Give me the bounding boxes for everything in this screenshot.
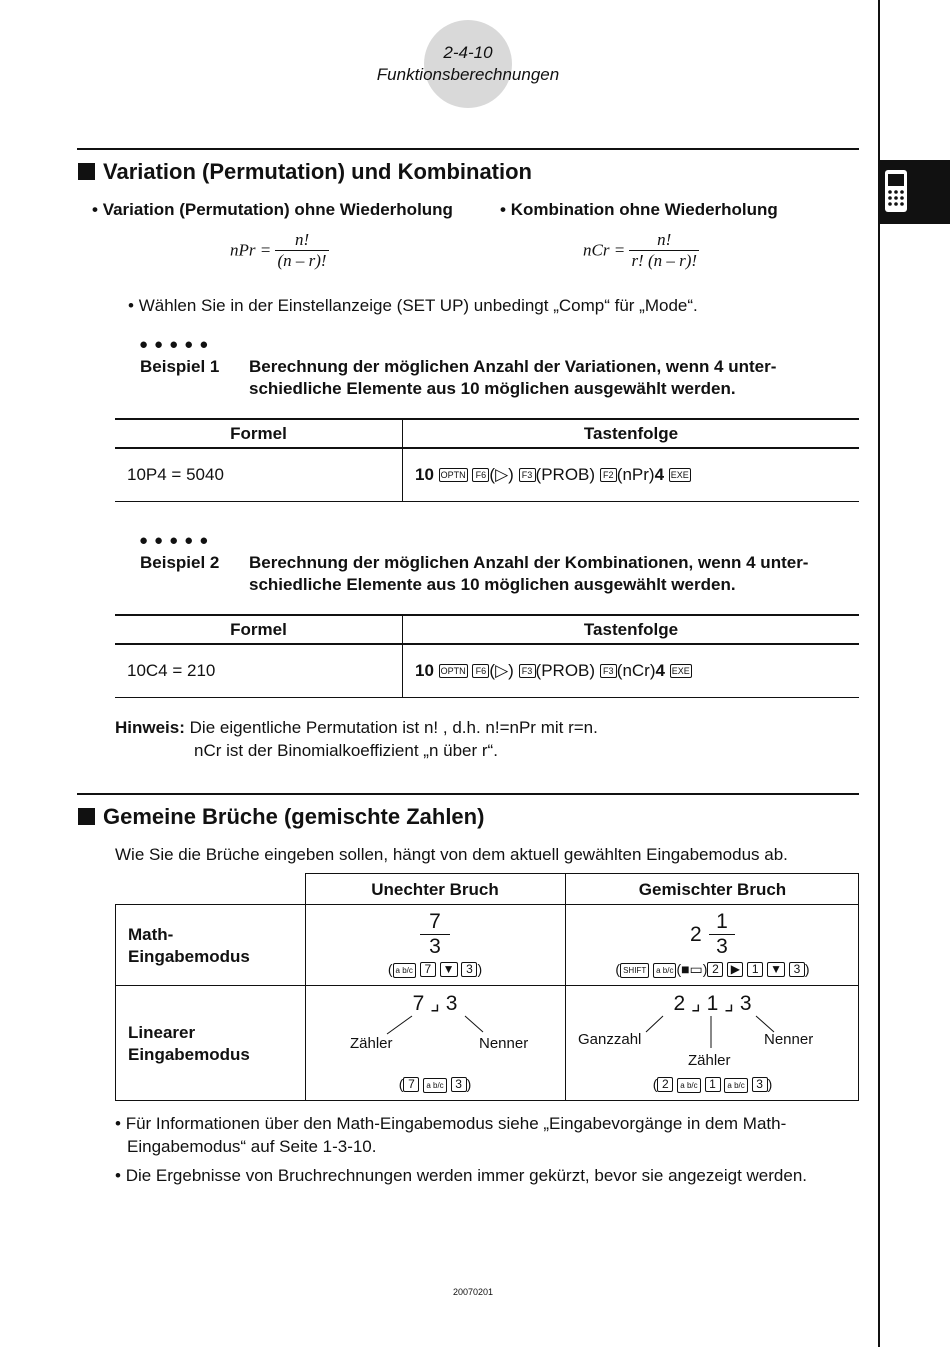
header-circle xyxy=(424,20,512,108)
section1-title-row xyxy=(78,159,532,185)
col-formula: Formel xyxy=(115,419,403,448)
section2-intro: Wie Sie die Brüche eingeben sollen, hängt von dem aktuell gewählten Eingabemodus ab. xyxy=(115,845,788,864)
example-dots-icon: ●●●●● xyxy=(139,532,215,549)
example1-line2: schiedliche Elemente aus 10 möglichen ausgewählt werden. xyxy=(249,379,736,398)
digit-key: 7 xyxy=(403,1077,419,1092)
keys-r1c2 xyxy=(566,961,859,978)
improper-fraction xyxy=(420,910,450,959)
label-zaehler: Zähler xyxy=(350,1035,393,1052)
hint-label: Hinweis: xyxy=(115,718,185,737)
digit-key: 2 xyxy=(707,962,723,977)
section1-rule xyxy=(77,148,859,150)
paren-close: ) xyxy=(767,1076,773,1092)
down-key: ▼ xyxy=(440,962,458,977)
key-digit: 4 xyxy=(655,660,665,680)
page-number: 2-4-10 xyxy=(443,43,493,62)
paren-open: ( xyxy=(615,961,621,977)
right-heading-row xyxy=(500,200,778,220)
fraction-key: a b/c xyxy=(423,1078,446,1093)
label-nenner: Nenner xyxy=(764,1031,814,1048)
digit-key: 3 xyxy=(752,1077,768,1092)
label-nenner: Nenner xyxy=(479,1035,529,1052)
square-bullet-icon xyxy=(78,808,95,825)
paren-close: ) xyxy=(477,961,483,977)
left-heading: Variation (Permutation) ohne Wiederholung xyxy=(102,200,453,219)
footer-code: 20070201 xyxy=(452,1287,494,1297)
bullet-icon: • xyxy=(128,296,134,315)
col-keys: Tastenfolge xyxy=(583,619,679,639)
npr-label: (nPr) xyxy=(616,464,655,484)
mixed-whole: 2 xyxy=(690,923,702,946)
col-improper: Unechter Bruch xyxy=(371,880,499,899)
optn-key: OPTN xyxy=(440,665,466,676)
section2-title: Gemeine Brüche (gemischte Zahlen) xyxy=(103,804,485,829)
example1-formula: 10P4 = 5040 xyxy=(115,448,403,501)
linear-mixed: 2 ⌟ 1 ⌟ 3 xyxy=(673,992,752,1015)
right-key: ▶ xyxy=(727,962,743,977)
digit-key: 3 xyxy=(461,962,477,977)
f2-key: F2 xyxy=(600,468,617,482)
col-mixed: Gemischter Bruch xyxy=(638,880,787,899)
chapter-tab xyxy=(880,160,950,224)
row1-label-b: Eingabemodus xyxy=(128,947,250,966)
exe-key: EXE xyxy=(670,469,689,480)
down-key: ▼ xyxy=(767,962,785,977)
section2-title-row xyxy=(78,804,484,830)
keys-r2c2 xyxy=(566,1076,859,1093)
example1-table xyxy=(115,418,859,502)
bullet1-row xyxy=(115,1114,786,1134)
mixed-fraction xyxy=(709,910,735,959)
f3-key: F3 xyxy=(600,664,617,678)
hint-line1: Die eigentliche Permutation ist n! , d.h. n!=nPr mit r=n. xyxy=(189,718,598,737)
paren-close: ) xyxy=(466,1076,472,1092)
improper-numerator: 7 xyxy=(420,910,450,935)
digit-key: 2 xyxy=(657,1077,673,1092)
row-divider xyxy=(115,985,859,986)
col-formula: Formel xyxy=(115,615,403,644)
setup-note: Wählen Sie in der Einstellanzeige (SET UP) unbedingt „Comp“ für „Mode“. xyxy=(138,296,698,315)
paren-close: ) xyxy=(804,961,810,977)
hint-line2: nCr ist der Binomialkoeffizient „n über r“. xyxy=(194,741,498,760)
section1-title: Variation (Permutation) und Kombination xyxy=(103,159,532,184)
prob-label: (PROB) xyxy=(535,660,596,680)
paren-open: ( xyxy=(398,1076,404,1092)
hint-row xyxy=(115,718,598,738)
npr-denominator: (n – r)! xyxy=(277,251,327,270)
f3-key: F3 xyxy=(519,468,536,482)
calculator-icon xyxy=(880,160,950,224)
bullet-icon: • xyxy=(500,200,506,219)
col-keys: Tastenfolge xyxy=(583,423,679,443)
exe-key: EXE xyxy=(671,665,690,676)
ncr-formula xyxy=(583,230,699,271)
mixed-denominator: 3 xyxy=(716,935,728,958)
ncr-denominator: r! (n – r)! xyxy=(631,251,698,270)
digit-key: 1 xyxy=(705,1077,721,1092)
digit-key: 3 xyxy=(789,962,805,977)
key-digit: 4 xyxy=(654,464,665,484)
npr-lhs: nPr = xyxy=(230,240,272,260)
fraction-key: a b/c xyxy=(653,963,676,978)
chapter-title: Funktionsberechnungen xyxy=(376,65,560,84)
f6-key: F6 xyxy=(472,468,489,482)
example-dots-icon: ●●●●● xyxy=(139,336,215,353)
label-ganzzahl: Ganzzahl xyxy=(578,1031,642,1048)
example1-label: Beispiel 1 xyxy=(140,357,220,376)
row2-label-b: Eingabemodus xyxy=(128,1045,250,1064)
fraction-key: a b/c xyxy=(677,1078,700,1093)
ncr-label: (nCr) xyxy=(616,660,656,680)
square-bullet-icon xyxy=(78,163,95,180)
key-digits: 10 xyxy=(415,660,434,680)
example2-keys xyxy=(403,644,860,697)
prob-label: (PROB) xyxy=(535,464,596,484)
example1-line1: Berechnung der möglichen Anzahl der Variationen, wenn 4 unter- xyxy=(249,357,777,376)
example2-table xyxy=(115,614,859,698)
mixed-label: (■▭) xyxy=(676,961,708,977)
keys-r1c1 xyxy=(305,961,565,978)
setup-note-row xyxy=(128,296,698,316)
left-heading-row xyxy=(92,200,453,220)
key-digits: 10 xyxy=(415,464,434,484)
bullet-icon: • xyxy=(115,1114,121,1133)
bullet1-line2: Eingabemodus“ auf Seite 1-3-10. xyxy=(127,1137,377,1156)
label-zaehler: Zähler xyxy=(688,1052,731,1069)
npr-fraction xyxy=(275,230,328,271)
paren-open: ( xyxy=(387,961,393,977)
linear-improper: 7 ⌟ 3 xyxy=(412,992,458,1015)
paren-open: ( xyxy=(652,1076,658,1092)
example2-line2: schiedliche Elemente aus 10 möglichen ausgewählt werden. xyxy=(249,575,736,594)
bullet1-line1: Für Informationen über den Math-Eingabemodus siehe „Eingabevorgänge in dem Math- xyxy=(125,1114,787,1133)
example1-keys xyxy=(403,448,860,501)
digit-key: 1 xyxy=(747,962,763,977)
fraction-key: a b/c xyxy=(724,1078,747,1093)
next-label: (▷) xyxy=(489,464,514,484)
example2-formula: 10C4 = 210 xyxy=(115,644,403,697)
fraction-key: a b/c xyxy=(393,963,416,978)
digit-key: 3 xyxy=(451,1077,467,1092)
f3-key: F3 xyxy=(519,664,536,678)
f6-key: F6 xyxy=(472,664,489,678)
improper-denominator: 3 xyxy=(429,935,441,958)
example2-line1: Berechnung der möglichen Anzahl der Kombinationen, wenn 4 unter- xyxy=(249,553,809,572)
bullet2-text: Die Ergebnisse von Bruchrechnungen werden immer gekürzt, bevor sie angezeigt werden. xyxy=(125,1166,807,1185)
mixed-numerator: 1 xyxy=(709,910,735,935)
ncr-numerator: n! xyxy=(629,230,699,251)
npr-formula xyxy=(230,230,329,271)
optn-key: OPTN xyxy=(440,469,466,480)
digit-key: 7 xyxy=(420,962,436,977)
ncr-fraction xyxy=(629,230,699,271)
bullet-icon: • xyxy=(115,1166,121,1185)
row1-label-a: Math- xyxy=(128,925,174,944)
section2-rule xyxy=(77,793,859,795)
example2-label: Beispiel 2 xyxy=(140,553,220,572)
ncr-lhs: nCr = xyxy=(583,240,626,260)
row2-label-a: Linearer xyxy=(128,1023,196,1042)
keys-r2c1 xyxy=(305,1076,565,1093)
right-heading: Kombination ohne Wiederholung xyxy=(510,200,778,219)
bullet-icon: • xyxy=(92,200,98,219)
shift-key: SHIFT xyxy=(620,963,649,978)
next-label: (▷) xyxy=(489,660,514,680)
npr-numerator: n! xyxy=(275,230,328,251)
bullet2-row xyxy=(115,1166,807,1186)
